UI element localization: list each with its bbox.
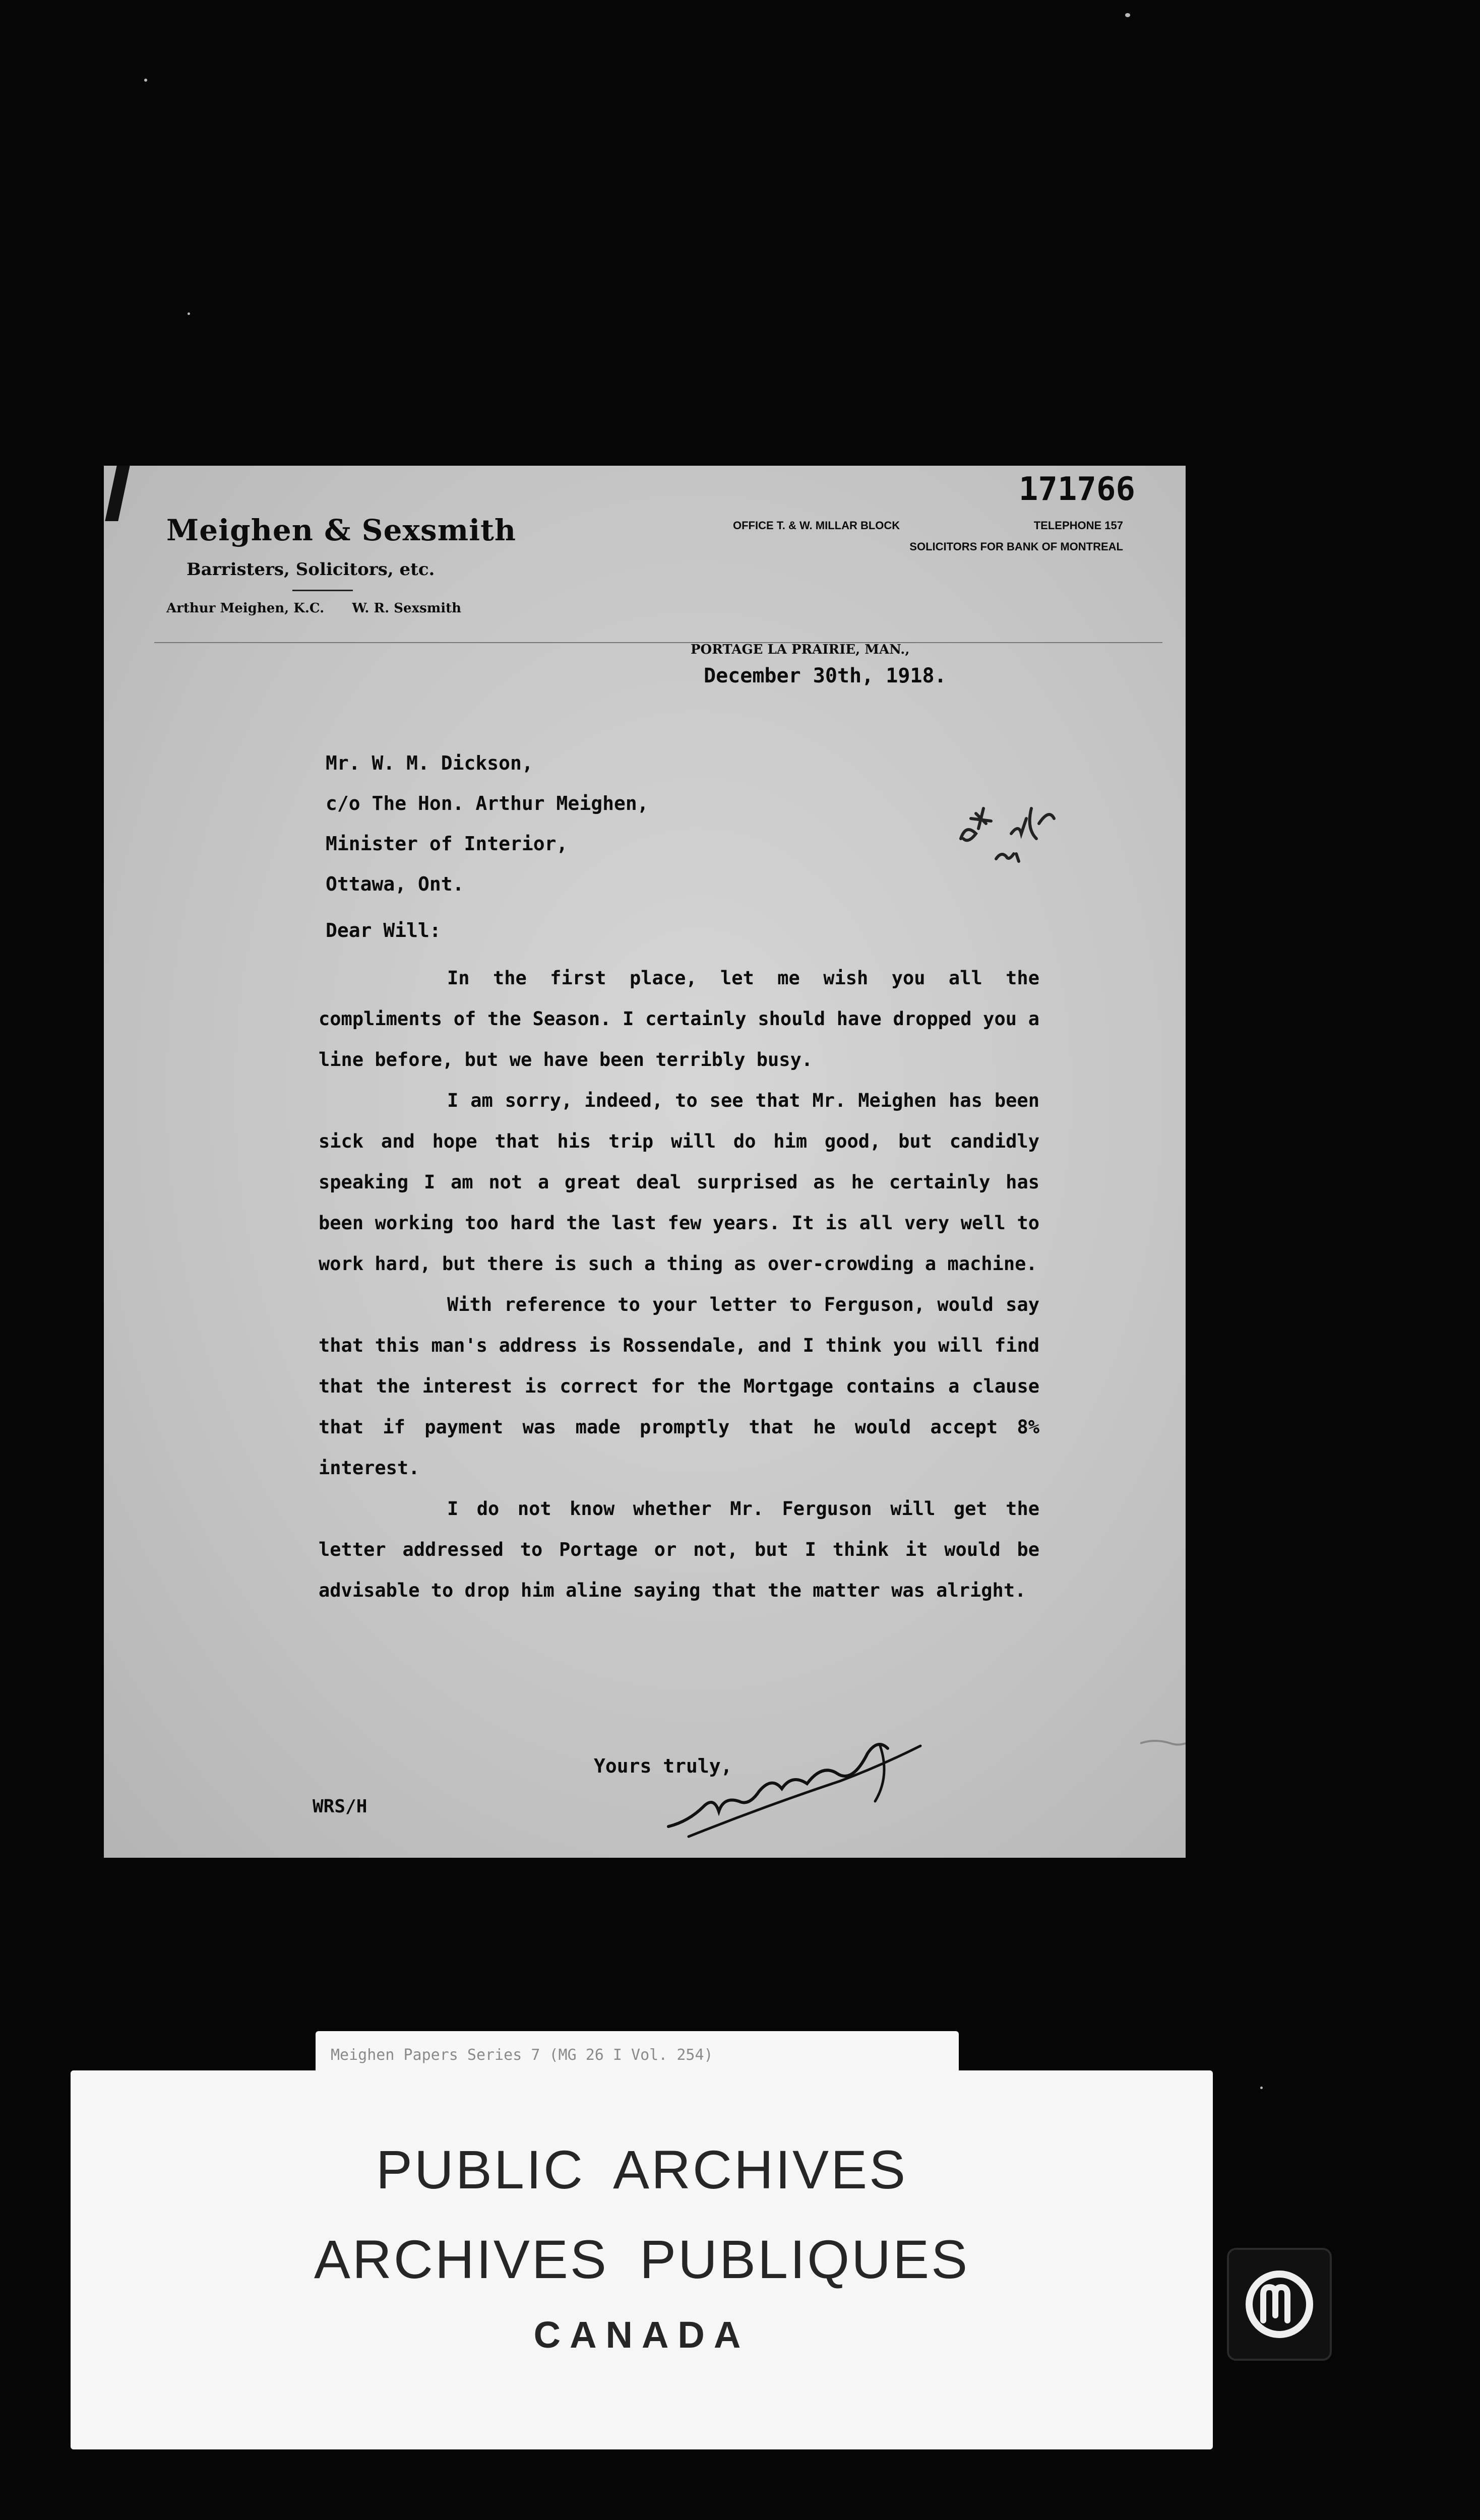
- salutation: Dear Will:: [326, 919, 441, 941]
- letterhead-telephone: TELEPHONE 157: [1033, 519, 1123, 532]
- letterhead-subtitle: Barristers, Solicitors, etc.: [187, 559, 435, 580]
- archive-label-card: [71, 2070, 1213, 2449]
- letterhead-office: OFFICE T. & W. MILLAR BLOCK: [733, 519, 900, 532]
- corner-mark: [105, 466, 130, 521]
- letter-sheet: [104, 466, 1186, 1858]
- letter-date: December 30th, 1918.: [704, 664, 947, 687]
- address-line: c/o The Hon. Arthur Meighen,: [326, 792, 649, 814]
- letterhead-firm-name: Meighen & Sexsmith: [166, 513, 517, 547]
- archive-country: CANADA: [533, 2314, 750, 2356]
- document-number: 171766: [1018, 471, 1135, 508]
- archives-logo-icon: [1239, 2265, 1320, 2344]
- handwritten-annotation: [941, 778, 1082, 879]
- archives-logo: [1227, 2248, 1332, 2361]
- body-paragraph: With reference to your letter to Ferguson, would say that this man's address is Rossendale, and I think you will find that the interest is correct for the Mortgage contains a clause that if payment was made promptly that he would accept 8% interest.: [319, 1294, 1039, 1479]
- letterhead-divider: [292, 590, 353, 591]
- series-reference: Meighen Papers Series 7 (MG 26 I Vol. 254): [331, 2046, 713, 2064]
- archive-title-en: PUBLIC ARCHIVES: [376, 2139, 908, 2200]
- letterhead-solicitors: SOLICITORS FOR BANK OF MONTREAL: [909, 540, 1123, 553]
- body-paragraph: I do not know whether Mr. Ferguson will get the letter addressed to Portage or not, but I think it would be advisable to drop him aline saying that the matter was alright.: [319, 1498, 1039, 1601]
- film-speck: [144, 79, 147, 82]
- typist-initials: WRS/H: [313, 1796, 367, 1817]
- address-line: Minister of Interior,: [326, 833, 568, 855]
- signature: [658, 1726, 941, 1847]
- film-speck: [1125, 13, 1130, 17]
- letterhead-rule: [154, 642, 1162, 643]
- body-paragraph: I am sorry, indeed, to see that Mr. Meighen has been sick and hope that his trip will do him good, but candidly speaking I am not a great deal surprised as he certainly has been working too hard the last few years. It is all very well to work hard, but there is such a thing as over-crowding a machine.: [319, 1090, 1039, 1275]
- address-line: Mr. W. M. Dickson,: [326, 752, 533, 774]
- series-tab: [316, 2031, 959, 2076]
- letter-place: PORTAGE LA PRAIRIE, MAN.,: [691, 642, 910, 657]
- address-line: Ottawa, Ont.: [326, 873, 464, 895]
- body-paragraph: In the first place, let me wish you all the compliments of the Season. I certainly should have dropped you a line before, but we have been terribly busy.: [319, 967, 1039, 1070]
- letterhead-partners: [166, 601, 461, 616]
- archive-title-fr: ARCHIVES PUBLIQUES: [314, 2229, 970, 2290]
- partner-name: Arthur Meighen, K.C.: [166, 601, 325, 616]
- recipient-address: [326, 743, 649, 904]
- film-speck: [188, 312, 190, 315]
- page-scuff: [1140, 1736, 1186, 1751]
- film-speck: [1260, 2087, 1263, 2089]
- letter-closing: Yours truly,: [594, 1755, 732, 1777]
- letter-body: [319, 958, 1039, 1611]
- partner-name: W. R. Sexsmith: [352, 601, 462, 616]
